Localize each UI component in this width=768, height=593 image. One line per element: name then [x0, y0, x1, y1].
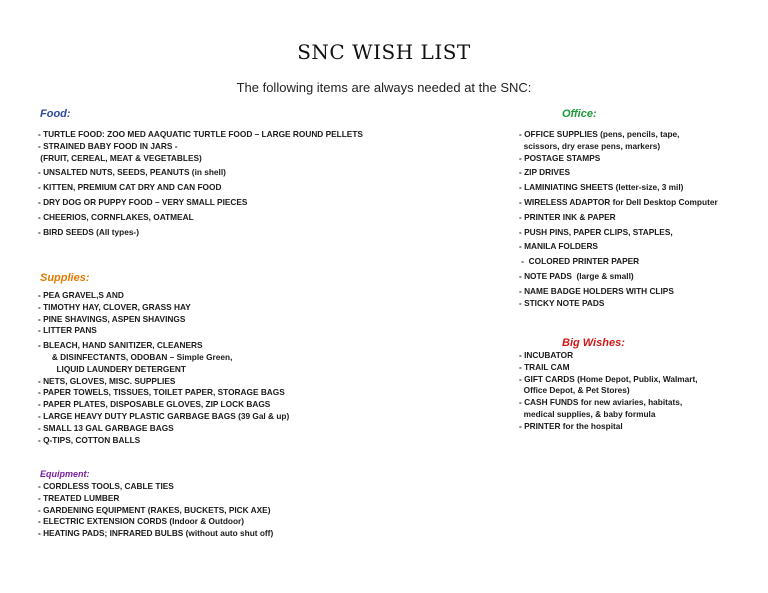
list-item: - BIRD SEEDS (All types-)	[38, 226, 139, 237]
list-item: - POSTAGE STAMPS	[519, 152, 601, 163]
list-item: - PEA GRAVEL,S AND	[38, 290, 124, 300]
list-item: - PAPER TOWELS, TISSUES, TOILET PAPER, STORAGE BAGS	[38, 387, 285, 398]
page-subtitle: The following items are always needed at the SNC:	[236, 80, 532, 95]
food-heading: Food:	[40, 108, 71, 120]
page-title: SNC WISH LIST	[297, 40, 471, 64]
list-item: - OFFICE SUPPLIES (pens, pencils, tape,	[519, 129, 680, 139]
list-item: - MANILA FOLDERS	[519, 241, 598, 252]
supplies-heading: Supplies:	[40, 272, 90, 284]
list-item: - CASH FUNDS for new aviaries, habitats,	[519, 397, 683, 408]
food-list	[38, 129, 363, 238]
list-item: & DISINFECTANTS, ODOBAN – Simple Green,	[38, 351, 233, 362]
list-item: - GIFT CARDS (Home Depot, Publix, Walmart,	[519, 373, 698, 384]
equipment-list	[38, 481, 273, 540]
list-item: - TREATED LUMBER	[38, 492, 120, 503]
big-wishes-list	[519, 350, 698, 433]
list-item: - TURTLE FOOD: ZOO MED AAQUATIC TURTLE FOOD – LARGE ROUND PELLETS	[38, 129, 363, 139]
list-item: - KITTEN, PREMIUM CAT DRY AND CAN FOOD	[38, 182, 222, 193]
list-item: - NETS, GLOVES, MISC. SUPPLIES	[38, 375, 176, 386]
list-item: - DRY DOG OR PUPPY FOOD – VERY SMALL PIECES	[38, 196, 248, 207]
list-item: - ELECTRIC EXTENSION CORDS (Indoor & Outdoor)	[38, 516, 245, 527]
list-item: - PAPER PLATES, DISPOSABLE GLOVES, ZIP LOCK BAGS	[38, 399, 271, 410]
list-item: medical supplies, & baby formula	[519, 408, 656, 419]
list-item: - CHEERIOS, CORNFLAKES, OATMEAL	[38, 211, 194, 222]
list-item: - UNSALTED NUTS, SEEDS, PEANUTS (in shell)	[38, 167, 226, 178]
list-item: - CORDLESS TOOLS, CABLE TIES	[38, 481, 174, 491]
list-item: - WIRELESS ADAPTOR for Dell Desktop Computer	[519, 196, 718, 207]
list-item: - STRAINED BABY FOOD IN JARS -	[38, 140, 178, 151]
office-heading: Office:	[562, 108, 597, 120]
list-item: (FRUIT, CEREAL, MEAT & VEGETABLES)	[38, 152, 202, 163]
list-item: scissors, dry erase pens, markers)	[519, 140, 661, 151]
list-item: - NOTE PADS (large & small)	[519, 270, 634, 281]
list-item: - COLORED PRINTER PAPER	[519, 256, 640, 267]
list-item: - PRINTER INK & PAPER	[519, 211, 616, 222]
list-item: - GARDENING EQUIPMENT (RAKES, BUCKETS, PICK AXE)	[38, 504, 271, 515]
list-item: - LAMINIATING SHEETS (letter-size, 3 mil)	[519, 182, 684, 193]
list-item: - PUSH PINS, PAPER CLIPS, STAPLES,	[519, 226, 673, 237]
list-item: - NAME BADGE HOLDERS WITH CLIPS	[519, 285, 674, 296]
list-item: - HEATING PADS; INFRARED BULBS (without auto shut off)	[38, 528, 274, 539]
list-item: - INCUBATOR	[519, 350, 574, 360]
list-item: - TIMOTHY HAY, CLOVER, GRASS HAY	[38, 301, 191, 312]
office-list	[519, 129, 718, 309]
list-item: - PINE SHAVINGS, ASPEN SHAVINGS	[38, 313, 186, 324]
list-item: Office Depot, & Pet Stores)	[519, 385, 630, 396]
list-item: - LITTER PANS	[38, 325, 97, 336]
list-item: - BLEACH, HAND SANITIZER, CLEANERS	[38, 340, 203, 351]
list-item: - TRAIL CAM	[519, 361, 570, 372]
big-wishes-heading: Big Wishes:	[562, 337, 625, 349]
list-item: - LARGE HEAVY DUTY PLASTIC GARBAGE BAGS (39 Gal & up)	[38, 410, 290, 421]
list-item: - ZIP DRIVES	[519, 167, 571, 178]
supplies-list	[38, 290, 289, 446]
list-item: - PRINTER for the hospital	[519, 420, 623, 431]
list-item: LIQUID LAUNDERY DETERGENT	[38, 363, 186, 374]
list-item: - SMALL 13 GAL GARBAGE BAGS	[38, 422, 174, 433]
equipment-heading: Equipment:	[40, 469, 90, 479]
list-item: - Q-TIPS, COTTON BALLS	[38, 434, 141, 445]
list-item: - STICKY NOTE PADS	[519, 297, 605, 308]
